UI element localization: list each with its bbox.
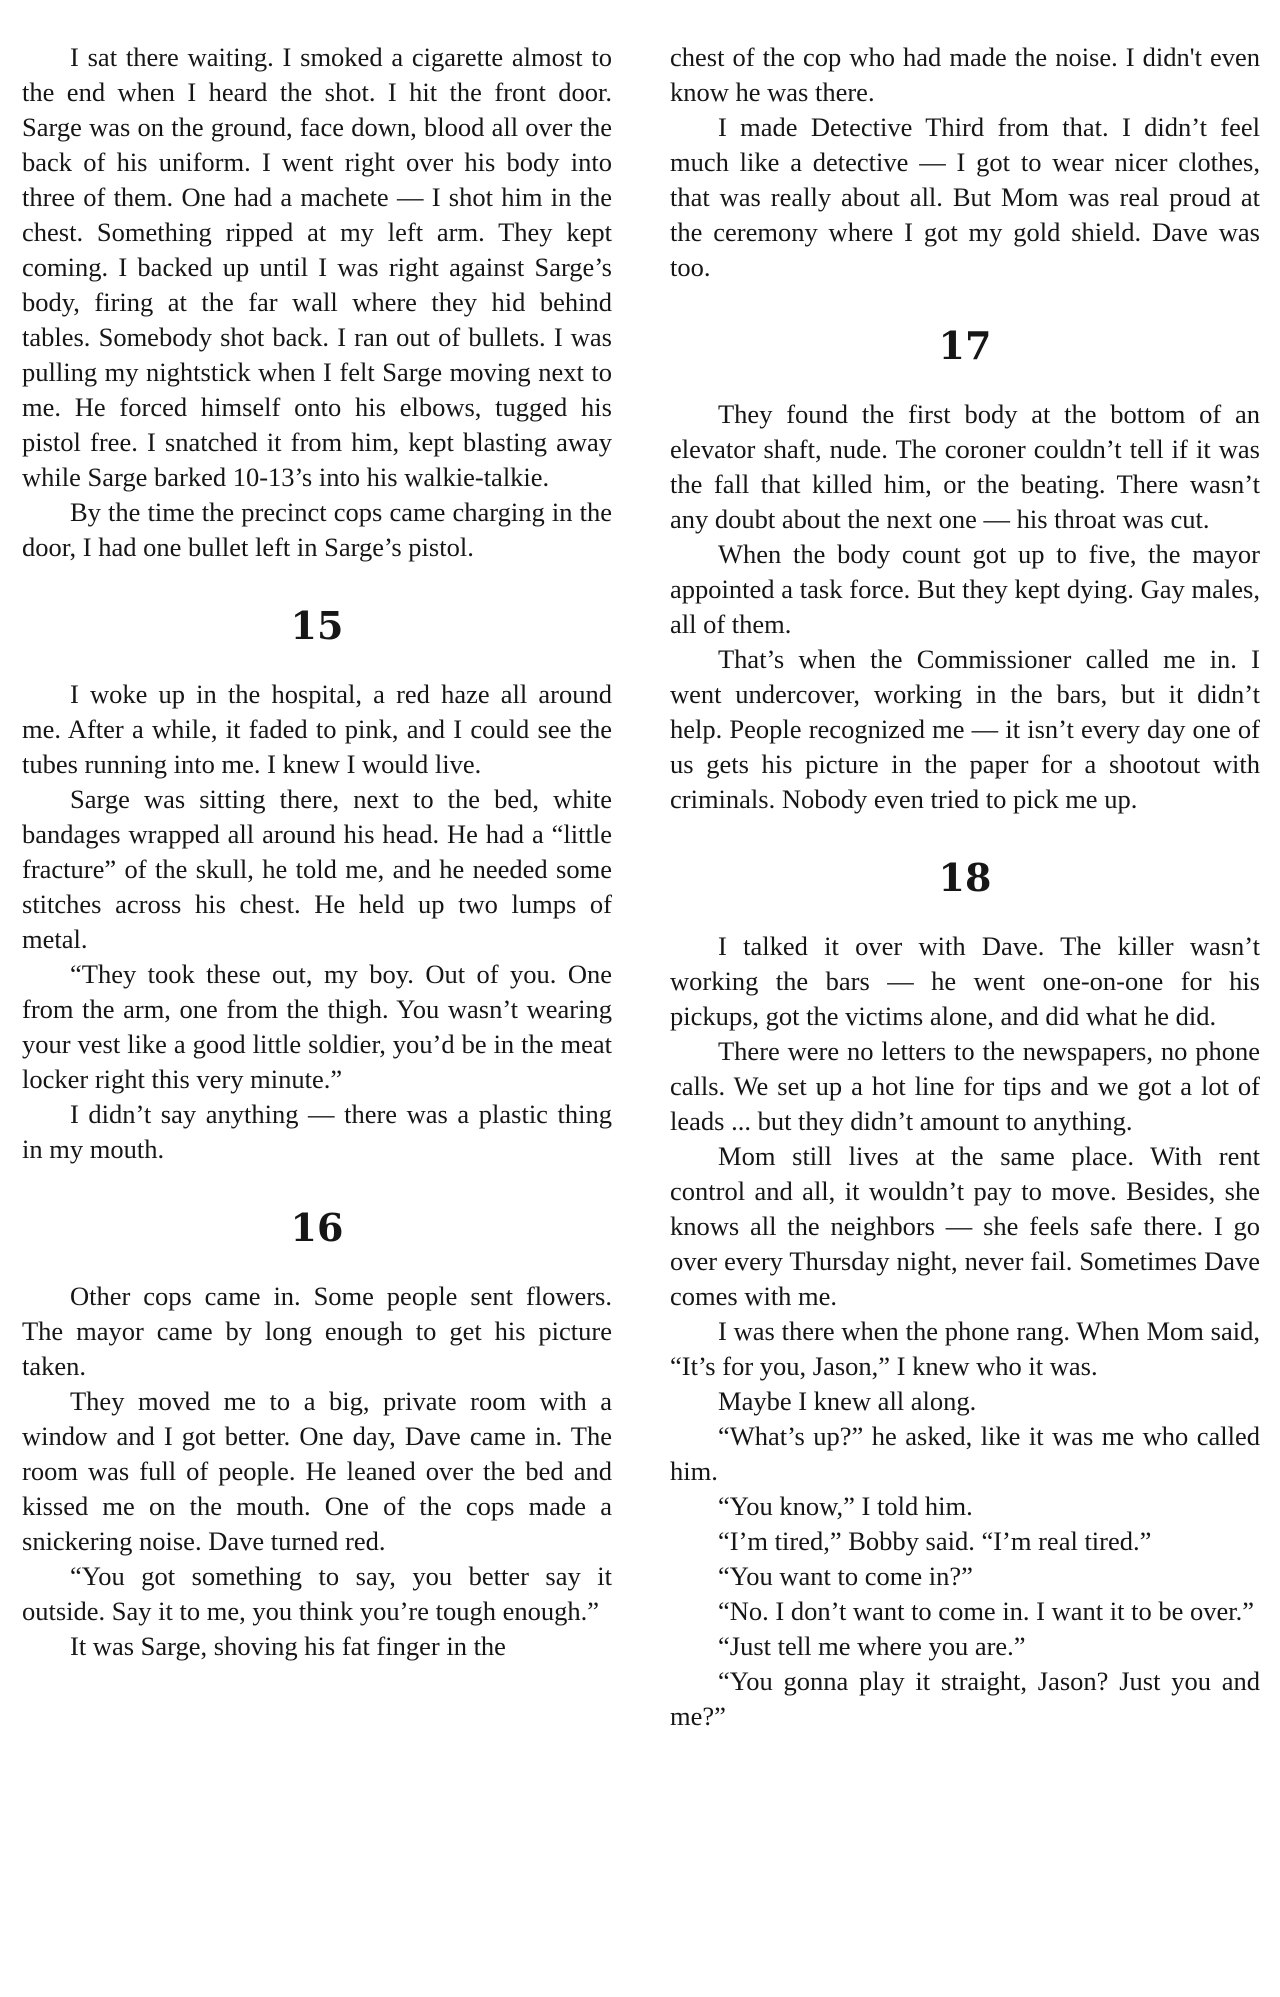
paragraph: “You gonna play it straight, Jason? Just you and me?” xyxy=(670,1666,1260,1731)
paragraph: I made Detective Third from that. I didn’t feel much like a detective — I got to wear nicer clothes, that was really about all. But Mom was real proud at the ceremony where I got my gold shield. Dave was too. xyxy=(670,112,1260,282)
chapter-heading-18: 18 xyxy=(938,855,992,900)
paragraph: When the body count got up to five, the mayor appointed a task force. But they kept dying. Gay males, all of them. xyxy=(670,539,1260,639)
paragraph: “What’s up?” he asked, like it was me who called him. xyxy=(670,1421,1260,1486)
paragraph: That’s when the Commissioner called me in. I went undercover, working in the bars, but it didn’t help. People recognized me — it isn’t every day one of us gets his picture in the paper for a shootout with criminals. Nobody even tried to pick me up. xyxy=(670,644,1260,814)
paragraph: It was Sarge, shoving his fat finger in the xyxy=(70,1631,506,1661)
chapter-heading-16: 16 xyxy=(290,1205,344,1250)
paragraph: “They took these out, my boy. Out of you. One from the arm, one from the thigh. You wasn’t wearing your vest like a good little soldier, you’d be in the meat locker right this very minute.” xyxy=(22,959,612,1094)
paragraph: Sarge was sitting there, next to the bed, white bandages wrapped all around his head. He had a “little fracture” of the skull, he told me, and he needed some stitches across his chest. He held up two lumps of metal. xyxy=(22,784,612,954)
left-column xyxy=(22,40,612,1664)
paragraph: “I’m tired,” Bobby said. “I’m real tired.” xyxy=(718,1526,1152,1556)
paragraph: There were no letters to the newspapers, no phone calls. We set up a hot line for tips and we got a lot of leads ... but they didn’t amount to anything. xyxy=(670,1036,1260,1136)
paragraph: “Just tell me where you are.” xyxy=(718,1631,1026,1661)
paragraph: Mom still lives at the same place. With rent control and all, it wouldn’t pay to move. Besides, she knows all the neighbors — she feels safe there. I go over every Thursday night, never fail. Sometimes Dave comes with me. xyxy=(670,1141,1260,1311)
continued-paragraph: chest of the cop who had made the noise. I didn't even know he was there. xyxy=(670,42,1260,107)
paragraph: Maybe I knew all along. xyxy=(718,1386,977,1416)
paragraph: I woke up in the hospital, a red haze all around me. After a while, it faded to pink, and I could see the tubes running into me. I knew I would live. xyxy=(22,679,612,779)
paragraph: I was there when the phone rang. When Mom said, “It’s for you, Jason,” I knew who it was. xyxy=(670,1316,1260,1381)
paragraph: I talked it over with Dave. The killer wasn’t working the bars — he went one-on-one for his pickups, got the victims alone, and did what he did. xyxy=(670,931,1260,1031)
right-column xyxy=(670,40,1260,1734)
paragraph: I didn’t say anything — there was a plastic thing in my mouth. xyxy=(22,1099,612,1164)
chapter-heading-15: 15 xyxy=(290,603,344,648)
paragraph: “You want to come in?” xyxy=(718,1561,973,1591)
paragraph: They found the first body at the bottom of an elevator shaft, nude. The coroner couldn’t tell if it was the fall that killed him, or the beating. There wasn’t any doubt about the next one — his throat was cut. xyxy=(670,399,1260,534)
paragraph: “You know,” I told him. xyxy=(718,1491,973,1521)
paragraph: Other cops came in. Some people sent flowers. The mayor came by long enough to get his picture taken. xyxy=(22,1281,612,1381)
paragraph: “No. I don’t want to come in. I want it to be over.” xyxy=(718,1596,1255,1626)
paragraph: They moved me to a big, private room with a window and I got better. One day, Dave came in. The room was full of people. He leaned over the bed and kissed me on the mouth. One of the cops made a snickering noise. Dave turned red. xyxy=(22,1386,612,1556)
chapter-heading-17: 17 xyxy=(938,323,992,368)
paragraph: “You got something to say, you better say it outside. Say it to me, you think you’re tough enough.” xyxy=(22,1561,612,1626)
paragraph: By the time the precinct cops came charging in the door, I had one bullet left in Sarge’s pistol. xyxy=(22,497,612,562)
paragraph: I sat there waiting. I smoked a cigarette almost to the end when I heard the shot. I hit the front door. Sarge was on the ground, face down, blood all over the back of his uniform. I went right over his body into three of them. One had a machete — I shot him in the chest. Something ripped at my left arm. They kept coming. I backed up until I was right against Sarge’s body, firing at the far wall where they hid behind tables. Somebody shot back. I ran out of bullets. I was pulling my nightstick when I felt Sarge moving next to me. He forced himself onto his elbows, tugged his pistol free. I snatched it from him, kept blasting away while Sarge barked 10-13’s into his walkie-talkie. xyxy=(22,42,612,492)
